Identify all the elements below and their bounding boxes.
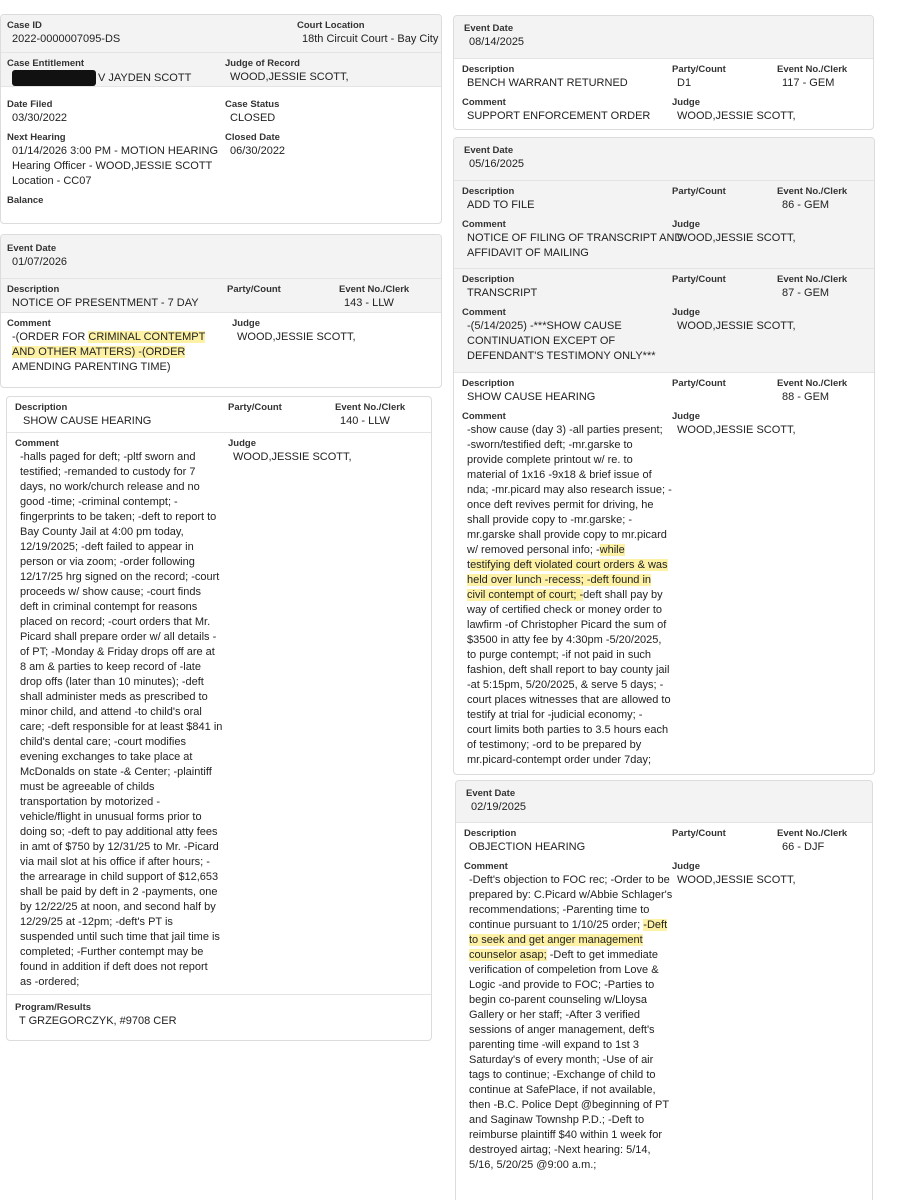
event-date-label: Event Date <box>464 23 514 34</box>
event-date-row <box>456 781 872 823</box>
comment-line: of PT; -Monday & Friday drops off are at <box>20 646 215 658</box>
comment-line: 5/16, 5/20/25 @9:00 a.m.; <box>469 1159 597 1171</box>
comment-line: deft in criminal contempt for reasons <box>20 601 198 613</box>
comment-line: vehicle/flight in unusual forms prior to <box>20 811 202 823</box>
judge-value: WOOD,JESSIE SCOTT, <box>677 424 796 436</box>
comment-text: AMENDING PARENTING TIME) <box>12 361 171 373</box>
comment-label: Comment <box>464 861 508 872</box>
comment-text <box>15 450 222 990</box>
comment-text: -(5/14/2025) -***SHOW CAUSE <box>467 320 622 332</box>
comment-line: by 12/22/25 at noon, and second half by <box>20 901 216 913</box>
event-panel-left <box>0 234 442 388</box>
description-value: TRANSCRIPT <box>467 287 538 299</box>
comment-line: found in addition if deft does not report <box>20 961 208 973</box>
party-count-label: Party/Count <box>228 402 282 413</box>
comment-line: 12/19/2025; -deft failed to appear in <box>20 541 194 553</box>
comment-line: -at 5:15pm, 5/20/2025, & serve 5 days; - <box>467 679 664 691</box>
comment-line: care; -deft responsible for at least $841 in <box>20 721 223 733</box>
highlighted-text: while <box>599 544 625 556</box>
judge-value: WOOD,JESSIE SCOTT, <box>677 320 796 332</box>
highlighted-text: -Deft <box>643 919 668 931</box>
comment-line: to purge contempt; -if not paid in such <box>467 649 652 661</box>
program-results-label: Program/Results <box>15 1002 92 1013</box>
event-panel-show-cause <box>6 396 432 1041</box>
comment-line: 12/29/25 at -12pm; -deft's PT is <box>20 916 173 928</box>
comment-line: as -ordered; <box>20 976 80 988</box>
highlighted-text: CRIMINAL CONTEMPT <box>88 331 206 343</box>
next-hearing-line: 01/14/2026 3:00 PM - MOTION HEARING <box>12 145 219 157</box>
description-value: ADD TO FILE <box>467 199 535 211</box>
comment-line: good -time; -criminal contempt; - <box>20 496 178 508</box>
closed-date-value: 06/30/2022 <box>230 145 286 157</box>
comment-text: AFFIDAVIT OF MAILING <box>467 247 589 259</box>
comment-line: nda; -mr.picard may also research issue; - <box>467 484 672 496</box>
event-date-label: Event Date <box>464 145 514 156</box>
comment-line: placed on record; -court orders that Mr. <box>20 616 211 628</box>
comment-text: deft shall pay by <box>583 589 663 601</box>
event-row <box>454 181 874 269</box>
party-count-label: Party/Count <box>672 828 726 839</box>
event-date-row <box>454 138 874 181</box>
comment-line: then -B.C. Police Dept @beginning of PT <box>469 1099 670 1111</box>
comment-line: tags to continue; -Exchange of child to <box>469 1069 656 1081</box>
event-no-label: Event No./Clerk <box>777 274 848 285</box>
redaction-block <box>12 70 96 86</box>
comment-text: SUPPORT ENFORCEMENT ORDER <box>467 110 651 122</box>
comment-line: of testimony; -ord to be prepared by <box>467 739 642 751</box>
comment-line: transportation by motorized - <box>20 796 161 808</box>
description-value: BENCH WARRANT RETURNED <box>467 77 628 89</box>
comment-line: must be agreeable of childs <box>20 781 155 793</box>
event-no-label: Event No./Clerk <box>335 402 406 413</box>
description-label: Description <box>462 274 515 285</box>
comment-line: 8 am & parties to keep record of -late <box>20 661 201 673</box>
comment-line: 12/17/25 hrg signed on the record; -court <box>20 571 220 583</box>
event-no-value: 87 - GEM <box>782 287 830 299</box>
event-date-label: Event Date <box>7 243 57 254</box>
comment-line: Gallery or her staff; -After 3 verified <box>469 1009 640 1021</box>
case-id-value: 2022-0000007095-DS <box>12 33 121 45</box>
description-value: SHOW CAUSE HEARING <box>23 415 152 427</box>
comment-line: shall be paid by deft in 2 -payments, one <box>20 886 218 898</box>
event-date-row <box>1 235 441 279</box>
event-row <box>454 269 874 373</box>
event-no-label: Event No./Clerk <box>777 378 848 389</box>
comment-line: once deft revives permit for driving, he <box>467 499 654 511</box>
comment-line: days, no work/church release and no <box>20 481 200 493</box>
judge-label: Judge <box>228 438 256 449</box>
comment-line: child's dental care; -court modifies <box>20 736 186 748</box>
court-location-value: 18th Circuit Court - Bay City <box>302 33 439 45</box>
comment-line: court places witnesses that are allowed to <box>467 694 671 706</box>
judge-label: Judge <box>232 318 260 329</box>
comment-text <box>462 603 671 768</box>
event-no-label: Event No./Clerk <box>339 284 410 295</box>
party-count-value: D1 <box>677 77 692 89</box>
event-date-value: 02/19/2025 <box>471 801 527 813</box>
comment-line: recommendations; -Parenting time to <box>469 904 650 916</box>
judge-value: WOOD,JESSIE SCOTT, <box>677 874 796 886</box>
event-row <box>456 823 872 1177</box>
comment-line: minor child, and attend -to child's oral <box>20 706 202 718</box>
comment-line: material of 1x16 -9x18 & brief issue of <box>467 469 652 481</box>
comment-line: testify at trial for -judicial economy; - <box>467 709 643 721</box>
comment-label: Comment <box>462 219 506 230</box>
comment-line: provide complete printout w/ re. to <box>467 454 633 466</box>
event-no-value: 140 - LLW <box>340 415 390 427</box>
highlighted-text: to seek and get anger management <box>469 934 643 946</box>
comment-line: Bay County Jail at 4:00 pm today, <box>20 526 184 538</box>
description-value: OBJECTION HEARING <box>469 841 586 853</box>
case-status-value: CLOSED <box>230 112 276 124</box>
comment-text <box>462 423 672 543</box>
comment-text: t <box>467 559 471 571</box>
event-no-label: Event No./Clerk <box>777 64 848 75</box>
description-value: SHOW CAUSE HEARING <box>467 391 596 403</box>
comment-label: Comment <box>15 438 59 449</box>
event-no-value: 86 - GEM <box>782 199 830 211</box>
next-hearing-line: Location - CC07 <box>12 175 92 187</box>
event-no-value: 143 - LLW <box>344 297 394 309</box>
description-label: Description <box>15 402 68 413</box>
balance-label: Balance <box>7 195 44 206</box>
party-count-label: Party/Count <box>672 64 726 75</box>
judge-label: Judge <box>672 97 700 108</box>
description-label: Description <box>462 64 515 75</box>
comment-line: -halls paged for deft; -pltf sworn and <box>20 451 196 463</box>
comment-text: -(ORDER FOR <box>12 331 89 343</box>
highlighted-text: held over lunch -recess; -deft found in <box>467 574 652 586</box>
comment-line: via mail slot at his office if after hours; - <box>20 856 210 868</box>
comment-line: mr.picard-contempt order under 7day; <box>467 754 652 766</box>
comment-line: completed; -Further contempt may be <box>20 946 204 958</box>
description-label: Description <box>462 378 515 389</box>
highlighted-text: counselor asap; <box>469 949 547 961</box>
case-details <box>1 87 441 211</box>
comment-line: continue at SafePlace, if not available, <box>469 1084 656 1096</box>
comment-line: fashion, deft shall report to bay county jail <box>467 664 670 676</box>
party-count-label: Party/Count <box>227 284 281 295</box>
comment-line: -sworn/testified deft; -mr.garske to <box>467 439 633 451</box>
comment-text: NOTICE OF FILING OF TRANSCRIPT AND <box>467 232 683 244</box>
description-label: Description <box>462 186 515 197</box>
comment-line: destroyed airtag; -Next hearing: 5/14, <box>469 1144 651 1156</box>
comment-text <box>464 963 670 1173</box>
highlighted-text: AND OTHER MATTERS) -(ORDER <box>12 346 186 358</box>
comment-text: DEFENDANT'S TESTIMONY ONLY*** <box>467 350 656 362</box>
comment-line: fingerprints to be taken; -deft to report to <box>20 511 217 523</box>
judge-value: WOOD,JESSIE SCOTT, <box>677 110 796 122</box>
date-filed-label: Date Filed <box>7 99 53 110</box>
comment-line: lawfirm -of Christopher Picard the sum of <box>467 619 667 631</box>
comment-line: parenting time -will expand to 1st 3 <box>469 1039 639 1051</box>
comment-text: -Deft to get immediate <box>546 949 658 961</box>
case-entitlement-row <box>1 53 441 87</box>
court-location-label: Court Location <box>297 20 365 31</box>
event-date-value: 01/07/2026 <box>12 256 68 268</box>
event-panel-r2 <box>453 137 875 775</box>
comment-line: mr.garske shall provide copy to mr.picard <box>467 529 667 541</box>
event-no-label: Event No./Clerk <box>777 828 848 839</box>
comment-row <box>1 313 441 379</box>
comment-line: sessions of anger management, deft's <box>469 1024 655 1036</box>
comment-line: proceeds w/ show cause; -court finds <box>20 586 201 598</box>
comment-line: $3500 in atty fee by 4:30pm -5/20/2025, <box>467 634 662 646</box>
judge-label: Judge <box>672 861 700 872</box>
comment-line: shall administer meds as prescribed to <box>20 691 208 703</box>
judge-value: WOOD,JESSIE SCOTT, <box>233 451 352 463</box>
event-row <box>454 373 874 772</box>
event-no-value: 117 - GEM <box>782 77 835 89</box>
event-date-value: 08/14/2025 <box>469 36 525 48</box>
party-count-label: Party/Count <box>672 274 726 285</box>
description-label: Description <box>7 284 60 295</box>
comment-line: shall provide copy to -mr.garske; - <box>467 514 633 526</box>
judge-label: Judge <box>672 411 700 422</box>
comment-line: evening exchanges to take place at <box>20 751 193 763</box>
comment-label: Comment <box>7 318 51 329</box>
comment-line: court limits both parties to 3.5 hours each <box>467 724 669 736</box>
event-panel-r1 <box>453 15 874 130</box>
next-hearing-line: Hearing Officer - WOOD,JESSIE SCOTT <box>12 160 213 172</box>
comment-line: reimburse plaintiff $40 within 1 week for <box>469 1129 663 1141</box>
case-entitlement-value: V JAYDEN SCOTT <box>98 71 192 84</box>
comment-label: Comment <box>462 97 506 108</box>
comment-line: suspended until such time that jail time is <box>20 931 220 943</box>
comment-text: continue pursuant to 1/10/25 order; <box>469 919 644 931</box>
judge-of-record-value: WOOD,JESSIE SCOTT, <box>230 71 349 83</box>
comment-line: Picard shall prepare order w/ all details - <box>20 631 217 643</box>
comment-line: -Deft's objection to FOC rec; -Order to be <box>469 874 670 886</box>
comment-line: begin co-parent counseling w/Lloysa <box>469 994 647 1006</box>
comment-label: Comment <box>462 411 506 422</box>
next-hearing-label: Next Hearing <box>7 132 66 143</box>
comment-text <box>464 873 673 918</box>
comment-line: the arrearage in child support of $12,653 <box>20 871 219 883</box>
date-filed-value: 03/30/2022 <box>12 112 68 124</box>
comment-line: Saturday's of every month; -Use of air <box>469 1054 654 1066</box>
comment-label: Comment <box>462 307 506 318</box>
closed-date-label: Closed Date <box>225 132 280 143</box>
comment-line: Logic -and provide to FOC; -Parties to <box>469 979 655 991</box>
comment-line: and Saginaw Townshp P.D.; -Deft to <box>469 1114 645 1126</box>
event-row <box>7 397 431 433</box>
event-row <box>1 279 441 313</box>
event-no-label: Event No./Clerk <box>777 186 848 197</box>
comment-text: CONTINUATION EXCEPT OF <box>467 335 616 347</box>
judge-label: Judge <box>672 307 700 318</box>
event-no-value: 88 - GEM <box>782 391 830 403</box>
comment-line: testified; -remanded to custody for 7 <box>20 466 196 478</box>
event-no-value: 66 - DJF <box>782 841 825 853</box>
case-id-row <box>1 15 441 53</box>
comment-line: drop offs (later than 10 minutes); -deft <box>20 676 204 688</box>
program-results-row <box>7 995 431 1035</box>
description-value: NOTICE OF PRESENTMENT - 7 DAY <box>12 297 199 309</box>
case-entitlement-label: Case Entitlement <box>7 58 85 69</box>
case-summary-panel <box>0 14 442 224</box>
description-label: Description <box>464 828 517 839</box>
judge-value: WOOD,JESSIE SCOTT, <box>677 232 796 244</box>
comment-text: w/ removed personal info; - <box>467 544 600 556</box>
judge-label: Judge <box>672 219 700 230</box>
highlighted-text: estifying deft violated court orders & was <box>470 559 668 571</box>
comment-line: in amt of $750 by 12/31/25 to Mr. -Picard <box>20 841 219 853</box>
program-results-value: T GRZEGORCZYK, #9708 CER <box>19 1015 177 1027</box>
judge-value: WOOD,JESSIE SCOTT, <box>237 331 356 343</box>
judge-of-record-label: Judge of Record <box>225 58 300 69</box>
event-date-row <box>454 16 873 59</box>
event-panel-r3 <box>455 780 873 1200</box>
comment-line: way of certified check or money order to <box>467 604 663 616</box>
case-id-label: Case ID <box>7 20 42 31</box>
comment-row <box>7 433 431 995</box>
case-status-label: Case Status <box>225 99 280 110</box>
highlighted-text: civil contempt of court; - <box>467 589 584 601</box>
comment-line: verification of compeletion from Love & <box>469 964 659 976</box>
event-row <box>454 59 873 128</box>
comment-line: McDonalds on state -& Center; -plaintiff <box>20 766 212 778</box>
party-count-label: Party/Count <box>672 378 726 389</box>
event-date-label: Event Date <box>466 788 516 799</box>
comment-line: person or via zoom; -order following <box>20 556 195 568</box>
comment-line: prepared by: C.Picard w/Abbie Schlager's <box>469 889 673 901</box>
party-count-label: Party/Count <box>672 186 726 197</box>
event-date-value: 05/16/2025 <box>469 158 525 170</box>
comment-line: -show cause (day 3) -all parties present; <box>467 424 663 436</box>
comment-line: doing so; -deft to pay additional atty fees <box>20 826 218 838</box>
